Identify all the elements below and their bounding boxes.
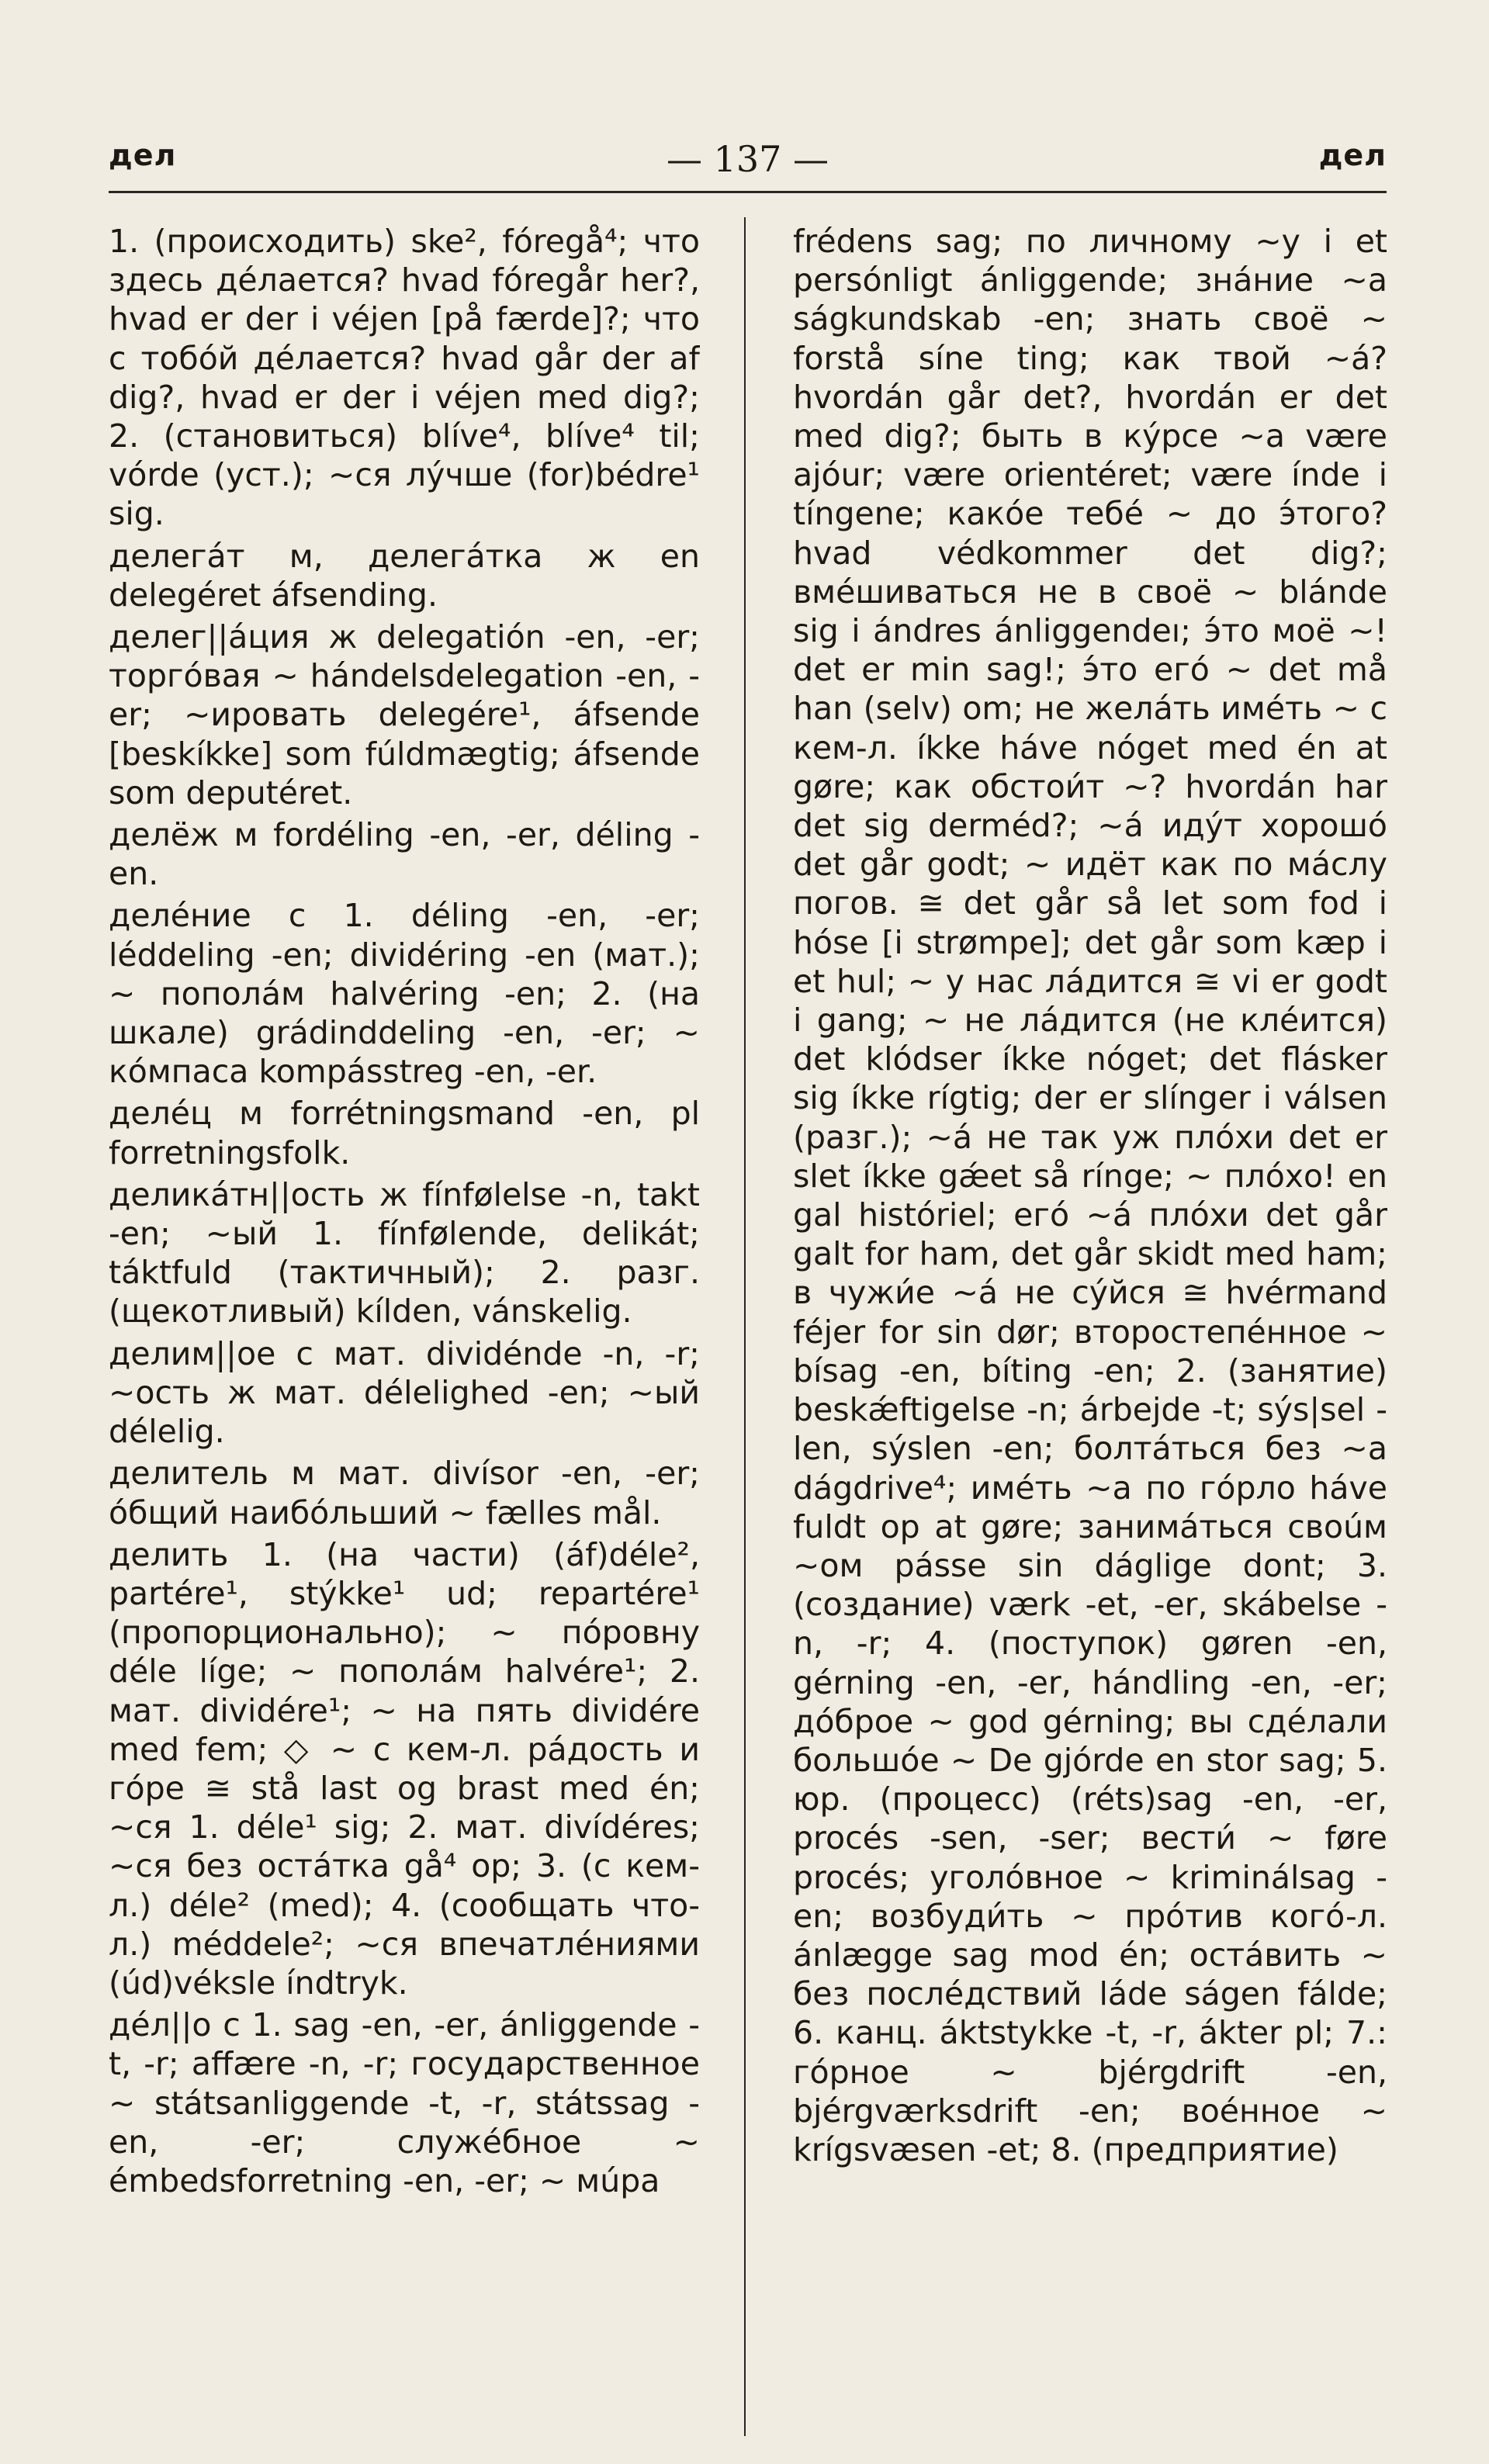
dictionary-entry: дéл||о с 1. sag -en, -er, ánliggende -t, -r; affære -n, -r; государственное ~ státsanliggende -t, -r, státssag -en, -er; служéбное ~ émbedsforretning -en, -er; ~ мúра	[109, 2006, 700, 2199]
dictionary-entry: делитель м мат. divísor -en, -er; óбщий наибóльший ~ fælles mål.	[109, 1455, 700, 1531]
column-divider	[744, 217, 746, 2436]
left-column	[109, 222, 700, 2425]
dictionary-entry: делегáт м, делегáтка ж en delegéret áfsending.	[109, 537, 700, 614]
dictionary-entry: делёж м fordéling -en, -er, déling -en.	[109, 816, 700, 893]
header-rule	[109, 191, 1387, 193]
page-number: — 137 —	[666, 138, 829, 180]
page-header	[109, 138, 1387, 194]
dictionary-entry: деликáтн||ость ж fínfølelse -n, takt -en; ~ый 1. fínfølende, delikát; táktfuld (тактичный); 2. разг. (щекотливый) kílden, vánskelig.	[109, 1175, 700, 1331]
dictionary-entry: делéние с 1. déling -en, -er; léddeling -en; dividéring -en (мат.); ~ пополáм halvéring -en; 2. (на шкалe) grádinddeling -en, -er; ~ кóмпаса kompásstreg -en, -er.	[109, 897, 700, 1091]
dictionary-entry: frédens sag; по личному ~у i et persónligt ánliggende; знáние ~а ságkundskab -en; знать своё ~ forstå síne ting; как твой ~á? hvordán går det?, hvordán er det med dig?; быть в кýрсе ~а være ajóur; være orientéret; være índe i tíngene; какóе тебé ~ до э́того? hvad védkommer det dig?; вмéшиваться не в своё ~ blánde sig i ándres ánliggendeı; э́то моё ~! det er min sag!; э́то егó ~ det må han (selv) om; не желáть имéть ~ с кем-л. íkke háve nóget med én at gøre; как обстои́т ~? hvordán har det sig derméd?; ~á идýт хорошó det går godt; ~ идёт как по мáслу погов. ≅ det går så let som fod i hóse [i strømpe]; det går som kæp i et hul; ~ у нас лáдится ≅ vi er godt i gang; ~ не лáдится (не клéится) det klódser íkke nóget; det flásker sig íkke rígtig; der er slínger i válsen (разг.); ~á не так уж плóхи det er slet íkke gǽet så rínge; ~ плóхо! en gal históriel; егó ~á плóхи det går galt for ham, det går skidt med ham; в чужи́е ~á не сýйся ≅ hvérmand féjer for sin dør; второстепéнное ~ bísag -en, bíting -en; 2. (занятие) beskǽftigelse -n; árbejde -t; sýs|sel -len, sýslen -en; болтáться без ~а dágdrive⁴; имéть ~а по гóрло háve fuldt op at gøre; занимáться своúм ~ом pásse sin dáglige dont; 3. (создание) værk -et, -er, skábelse -n, -r; 4. (поступок) gøren -en, gérning -en, -er, hándling -en, -er; дóброе ~ god gérning; вы сдéлали большóе ~ De gjórde en stor sag; 5. юр. (процесс) (réts)sag -en, -er, procés -sen, -ser; вести́ ~ føre procés; уголóвное ~ kriminálsag -en; возбуди́ть ~ прóтив когó-л. ánlægge sag mod én; остáвить ~ без послéдствий láde ságen fálde; 6. канц. áktstykke -t, -r, ákter pl; 7.: гóрное ~ bjérgdrift -en, bjérgværksdrift -en; воéнное ~ krígsvæsen -et; 8. (предприятие)	[793, 223, 1387, 2168]
dictionary-entry: делéц м forrétningsmand -en, pl forretningsfolk.	[109, 1095, 700, 1171]
dictionary-entry: делег||áция ж delegatión -en, -er; торгóвая ~ hándelsdelegation -en, -er; ~ировать delegére¹, áfsende [beskíkke] som fúldmægtig; áfsende som deputéret.	[109, 618, 700, 812]
dictionary-entry: делим||ое с мат. dividénde -n, -r; ~ость ж мат. délelighed -en; ~ый délelig.	[109, 1334, 700, 1451]
right-column	[793, 222, 1387, 2425]
guide-word-right: дел	[1318, 138, 1387, 172]
guide-word-left: дел	[109, 138, 177, 172]
dictionary-entry: 1. (происходить) ske², fóregå⁴; что здесь дéлается? hvad fóregår her?, hvad er der i véjen [på færde]?; что с тобóй дéлается? hvad går der af dig?, hvad er der i véjen med dig?; 2. (становиться) blíve⁴, blíve⁴ til; vórde (уст.); ~ся лýчше (for)bédre¹ sig.	[109, 223, 700, 533]
dictionary-entry: делить 1. (на части) (áf)déle², partére¹, stýkke¹ ud; repartére¹ (пропорционально); ~ пóровну déle líge; ~ пополáм halvére¹; 2. мат. dividére¹; ~ на пять dividére med fem; ◇ ~ с кем-л. рáдость и гóре ≅ stå last og brast med én; ~ся 1. déle¹ sig; 2. мат. divídéres; ~ся без остáтка gå⁴ op; 3. (с кем-л.) déle² (med); 4. (сообщать что-л.) méddele²; ~ся впечатлéниями (úd)véksle índtryk.	[109, 1535, 700, 2002]
